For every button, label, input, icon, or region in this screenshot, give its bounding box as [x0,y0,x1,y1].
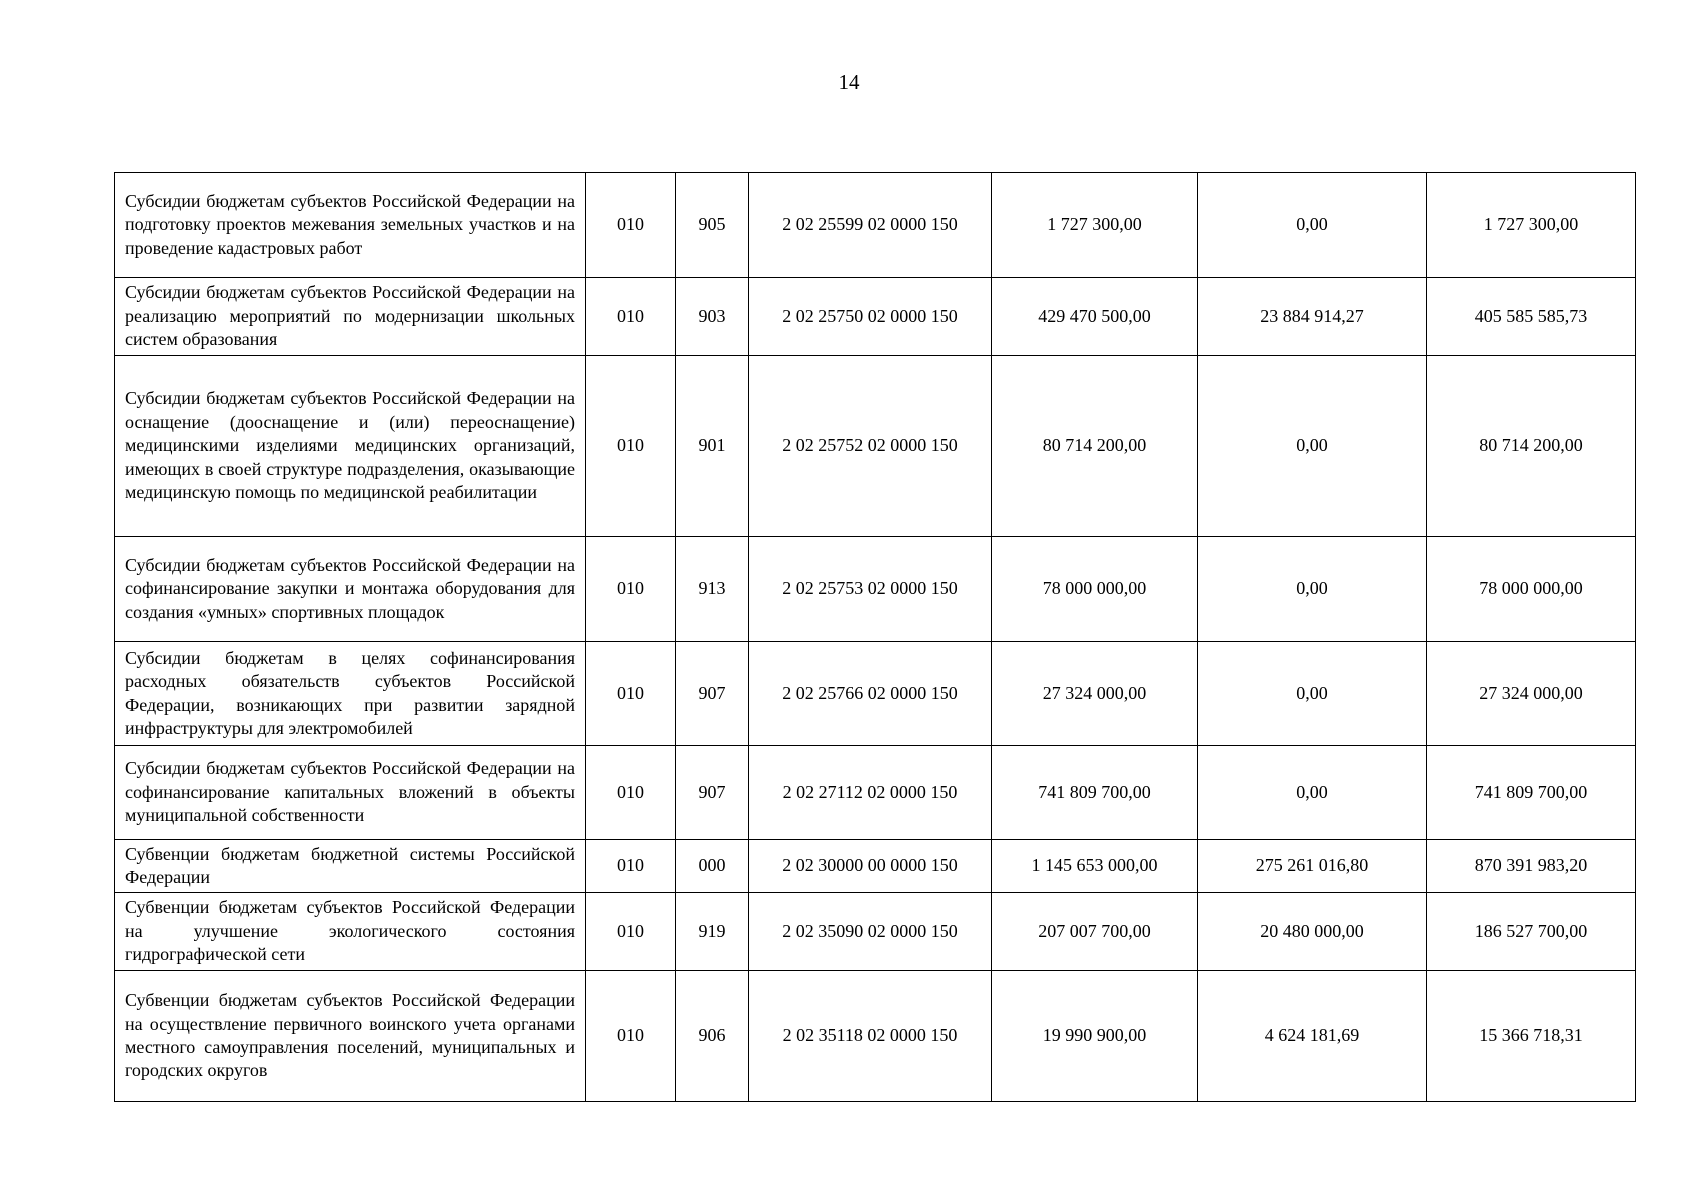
row-executed: 0,00 [1198,173,1427,278]
row-name: Субсидии бюджетам субъектов Российской Федерации на софинансирование капитальных вложений в объекты муниципальной собственности [115,746,586,840]
row-plan: 78 000 000,00 [992,537,1198,642]
row-admin: 907 [676,642,749,746]
row-executed: 4 624 181,69 [1198,971,1427,1102]
row-plan: 80 714 200,00 [992,356,1198,537]
row-admin: 919 [676,893,749,971]
row-admin: 905 [676,173,749,278]
row-code: 2 02 35118 02 0000 150 [749,971,992,1102]
row-executed: 0,00 [1198,356,1427,537]
row-executed: 275 261 016,80 [1198,840,1427,893]
row-admin: 903 [676,278,749,356]
row-remaining: 741 809 700,00 [1427,746,1636,840]
table-row [115,893,1636,971]
row-name: Субсидии бюджетам субъектов Российской Федерации на реализацию мероприятий по модернизации школьных систем образования [115,278,586,356]
row-plan: 1 145 653 000,00 [992,840,1198,893]
row-admin: 000 [676,840,749,893]
row-name: Субвенции бюджетам субъектов Российской Федерации на осуществление первичного воинского учета органами местного самоуправления поселений, муниципальных и городских округов [115,971,586,1102]
table-row [115,537,1636,642]
row-name: Субсидии бюджетам субъектов Российской Федерации на софинансирование закупки и монтажа оборудования для создания «умных» спортивных площадок [115,537,586,642]
table-row [115,173,1636,278]
table-row [115,971,1636,1102]
row-section: 010 [586,893,676,971]
row-code: 2 02 35090 02 0000 150 [749,893,992,971]
row-section: 010 [586,642,676,746]
row-plan: 19 990 900,00 [992,971,1198,1102]
row-remaining: 15 366 718,31 [1427,971,1636,1102]
row-section: 010 [586,278,676,356]
row-remaining: 27 324 000,00 [1427,642,1636,746]
row-remaining: 80 714 200,00 [1427,356,1636,537]
row-plan: 1 727 300,00 [992,173,1198,278]
row-code: 2 02 27112 02 0000 150 [749,746,992,840]
row-section: 010 [586,356,676,537]
row-code: 2 02 25752 02 0000 150 [749,356,992,537]
row-code: 2 02 25766 02 0000 150 [749,642,992,746]
row-name: Субсидии бюджетам субъектов Российской Федерации на подготовку проектов межевания земельных участков и на проведение кадастровых работ [115,173,586,278]
table-row [115,746,1636,840]
row-code: 2 02 30000 00 0000 150 [749,840,992,893]
row-remaining: 186 527 700,00 [1427,893,1636,971]
row-remaining: 405 585 585,73 [1427,278,1636,356]
row-remaining: 1 727 300,00 [1427,173,1636,278]
row-admin: 906 [676,971,749,1102]
row-section: 010 [586,971,676,1102]
row-plan: 741 809 700,00 [992,746,1198,840]
row-remaining: 870 391 983,20 [1427,840,1636,893]
row-plan: 27 324 000,00 [992,642,1198,746]
row-admin: 901 [676,356,749,537]
row-section: 010 [586,746,676,840]
row-executed: 0,00 [1198,537,1427,642]
row-admin: 907 [676,746,749,840]
table-row [115,356,1636,537]
row-plan: 429 470 500,00 [992,278,1198,356]
budget-table [114,172,1636,1102]
row-code: 2 02 25599 02 0000 150 [749,173,992,278]
page-number: 14 [838,70,860,94]
row-code: 2 02 25750 02 0000 150 [749,278,992,356]
row-plan: 207 007 700,00 [992,893,1198,971]
row-name: Субвенции бюджетам бюджетной системы Российской Федерации [115,840,586,893]
table-row [115,278,1636,356]
row-section: 010 [586,537,676,642]
row-section: 010 [586,840,676,893]
row-admin: 913 [676,537,749,642]
row-name: Субвенции бюджетам субъектов Российской Федерации на улучшение экологического состояния гидрографической сети [115,893,586,971]
row-section: 010 [586,173,676,278]
row-name: Субсидии бюджетам в целях софинансирования расходных обязательств субъектов Российской Федерации, возникающих при развитии зарядной инфраструктуры для электромобилей [115,642,586,746]
row-name: Субсидии бюджетам субъектов Российской Федерации на оснащение (дооснащение и (или) переоснащение) медицинскими изделиями медицинских организаций, имеющих в своей структуре подразделения, оказывающие медицинскую помощь по медицинской реабилитации [115,356,586,537]
row-executed: 0,00 [1198,642,1427,746]
table-row [115,840,1636,893]
row-executed: 23 884 914,27 [1198,278,1427,356]
row-remaining: 78 000 000,00 [1427,537,1636,642]
table-row [115,642,1636,746]
row-executed: 0,00 [1198,746,1427,840]
row-executed: 20 480 000,00 [1198,893,1427,971]
row-code: 2 02 25753 02 0000 150 [749,537,992,642]
